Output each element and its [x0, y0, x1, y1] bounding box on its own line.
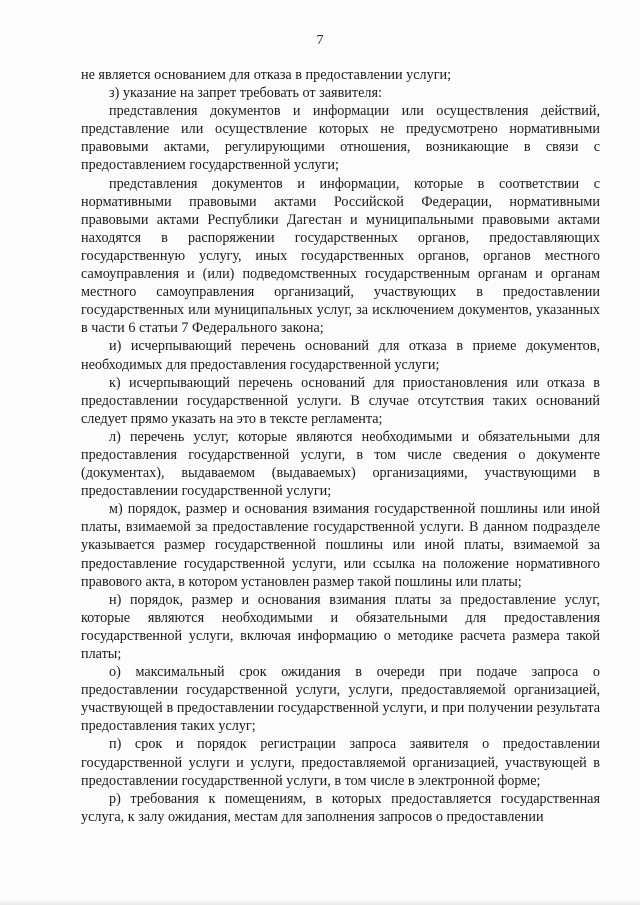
paragraph-item-o: о) максимальный срок ожидания в очереди при подаче запроса о предоставлении государственной услуги, услуги, предоставляемой организацией, участвующей в предоставлении государственной услуги, и при получении результата предоставления таких услуг; — [81, 664, 600, 735]
document-body — [81, 66, 600, 826]
paragraph-item-i: и) исчерпывающий перечень оснований для отказа в приеме документов, необходимых для предоставления государственной услуги; — [81, 338, 600, 373]
paragraph-subitem-1: представления документов и информации или осуществления действий, представление или осуществление которых не предусмотрено нормативными правовыми актами, регулирующими отношения, возникающие в связи с предоставлением государственной услуги; — [81, 103, 600, 174]
paragraph-item-z: з) указание на запрет требовать от заявителя: — [109, 85, 382, 102]
paragraph-item-r: р) требования к помещениям, в которых предоставляется государственная услуга, к залу ожидания, местам для заполнения запросов о предоставлении — [81, 790, 600, 825]
paragraph-subitem-2: представления документов и информации, которые в соответствии с нормативными правовыми актами Российской Федерации, нормативными правовыми актами Республики Дагестан и муниципальными правовыми актами находятся в распоряжении государственных органов, предоставляющих государственную услугу, иных государственных органов, органов местного самоуправления и (или) подведомственных государственным органам и органам местного самоуправления организаций, участвующих в предоставлении государственных или муниципальных услуг, за исключением документов, указанных в части 6 статьи 7 Федерального закона; — [81, 175, 600, 337]
paragraph-item-l: л) перечень услуг, которые являются необходимыми и обязательными для предоставления государственной услуги, в том числе сведения о документе (документах), выдаваемом (выдаваемых) организациями, участвующими в предоставлении государственной услуги; — [81, 428, 600, 500]
paragraph-continuation: не является основанием для отказа в предоставлении услуги; — [81, 67, 452, 83]
paragraph-item-m: м) порядок, размер и основания взимания государственной пошлины или иной платы, взимаемой за предоставление государственной услуги. В данном подразделе указывается размер государственной пошлины или иной платы, взимаемой за предоставление государственной услуги, или ссылка на положение нормативного правового акта, в котором установлен размер такой пошлины или платы; — [81, 501, 600, 590]
paragraph-item-n: н) порядок, размер и основания взимания платы за предоставление услуг, которые являются необходимыми и обязательными для предоставления государственной услуги, включая информацию о методике расчета размера такой платы; — [81, 591, 600, 662]
paragraph-item-p: п) срок и порядок регистрации запроса заявителя о предоставлении государственной услуги и услуги, предоставляемой организацией, участвующей в предоставлении государственной услуги, в том числе в электронной форме; — [81, 736, 600, 789]
scan-bottom-edge — [0, 899, 640, 905]
paragraph-item-k: к) исчерпывающий перечень оснований для приостановления или отказа в предоставлении государственной услуги. В случае отсутствия таких оснований следует прямо указать на это в тексте регламента; — [81, 374, 600, 427]
page-number: 7 — [316, 33, 324, 48]
